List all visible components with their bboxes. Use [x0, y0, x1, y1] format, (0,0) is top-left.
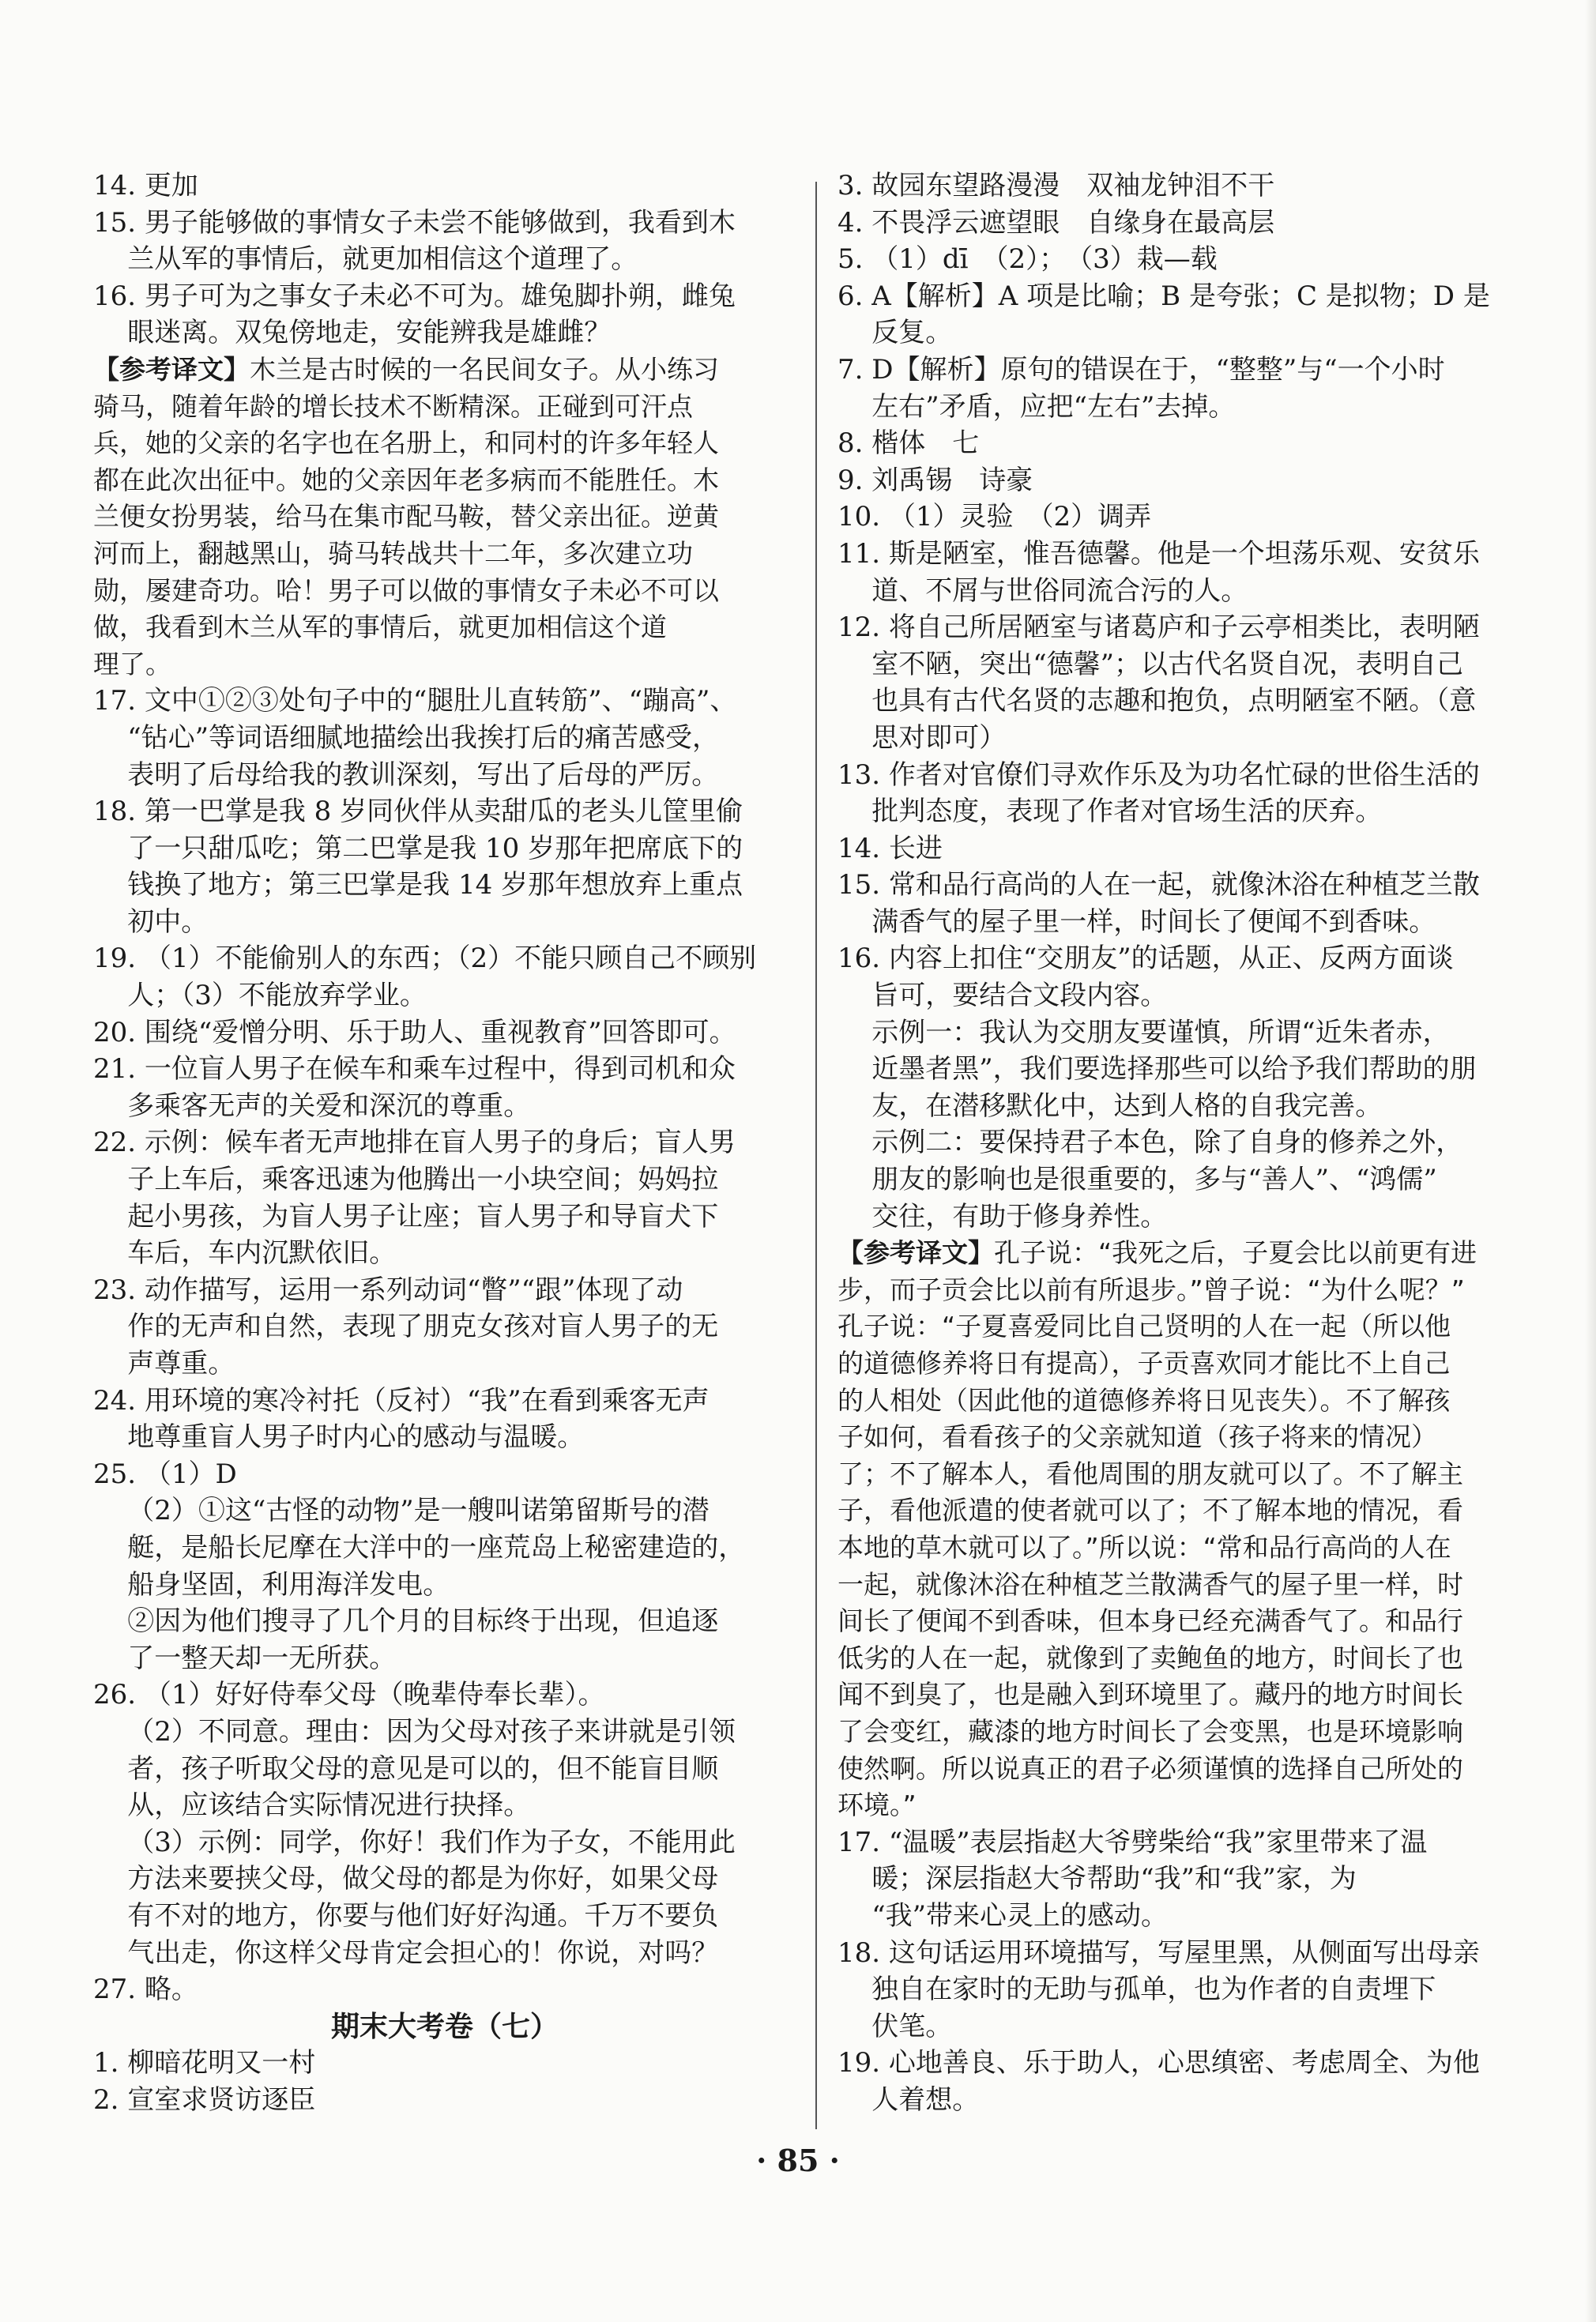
answer-line	[93, 389, 796, 426]
line-text: 从，应该结合实际情况进行抉择。	[93, 1789, 531, 1822]
line-text: 21. 一位盲人男子在候车和乘车过程中，得到司机和众	[93, 1053, 736, 1086]
answer-line	[93, 1088, 796, 1125]
line-text: 近墨者黑”，我们要选择那些可以给予我们帮助的朋	[838, 1053, 1477, 1086]
line-text: 骑马，随着年龄的增长技术不断精深。正碰到可汗点	[93, 390, 693, 422]
answer-line	[93, 536, 796, 573]
line-text: 河而上，翻越黑山，骑马转战共十二年，多次建立功	[93, 537, 693, 569]
answer-line	[838, 940, 1537, 977]
answer-line	[93, 2045, 796, 2082]
answer-line	[93, 1345, 796, 1383]
line-text: 1. 柳暗花明又一村	[93, 2047, 316, 2079]
answer-line	[93, 1567, 796, 1604]
line-text: 旨可，要结合文段内容。	[838, 980, 1168, 1012]
answer-line	[93, 1308, 796, 1345]
answer-line	[838, 462, 1537, 499]
answer-line	[838, 499, 1537, 536]
answer-line	[838, 1787, 1537, 1824]
answer-line	[93, 314, 796, 352]
line-text: 兰从军的事情后，就更加相信这个道理了。	[93, 243, 638, 276]
answer-line	[838, 793, 1537, 830]
line-text: 也具有古代名贤的志趣和抱负，点明陋室不陋。（意	[838, 685, 1477, 717]
line-text: 思对即可）	[838, 721, 1007, 754]
section-heading	[93, 2008, 796, 2045]
answer-line	[93, 904, 796, 941]
answer-line	[838, 904, 1537, 941]
line-text: 多乘客无声的关爱和深沉的尊重。	[93, 1089, 531, 1122]
line-text: 6. A【解析】A 项是比喻；B 是夸张；C 是拟物；D 是	[838, 280, 1490, 312]
answer-line	[93, 2082, 796, 2119]
line-text: 7. D【解析】原句的错误在于，“整整”与“一个小时	[838, 353, 1445, 386]
answer-line	[93, 720, 796, 757]
answer-line	[838, 241, 1537, 278]
answer-line	[93, 867, 796, 904]
line-text: 了一只甜瓜吃；第二巴掌是我 10 岁那年把席底下的	[93, 832, 743, 864]
line-text: （3）示例：同学，你好！我们作为子女，不能用此	[93, 1826, 736, 1858]
line-text: 都在此次出征中。她的父亲因年老多病而不能胜任。木	[93, 464, 719, 495]
answer-line	[838, 1935, 1537, 1972]
left-column	[93, 167, 796, 2118]
line-text: 人；（3）不能放弃学业。	[93, 980, 427, 1012]
line-text: 批判态度，表现了作者对官场生活的厌弃。	[838, 796, 1383, 828]
answer-line	[838, 536, 1537, 573]
answer-line	[93, 1383, 796, 1420]
line-text: 木兰是古时候的一名民间女子。从小练习	[250, 353, 719, 385]
answer-line	[93, 278, 796, 315]
answer-line	[93, 1861, 796, 1898]
answer-line	[838, 1014, 1537, 1052]
line-text: “钻心”等词语细腻地描绘出我挨打后的痛苦感受，	[93, 721, 719, 754]
line-text: 16. 内容上扣住“交朋友”的话题，从正、反两方面谈	[838, 943, 1454, 975]
line-text: 人着想。	[838, 2083, 980, 2116]
answer-line	[93, 1161, 796, 1199]
answer-line	[838, 683, 1537, 720]
answer-line	[93, 1530, 796, 1567]
line-text: 的道德修养将日有提高），子贡喜欢同才能比不上自己	[838, 1348, 1451, 1379]
line-text: 闻不到臭了，也是融入到环境里了。藏丹的地方时间长	[838, 1679, 1463, 1710]
answer-line	[838, 573, 1537, 610]
answer-line	[93, 1824, 796, 1861]
answer-line	[838, 352, 1537, 389]
answer-line	[838, 1383, 1537, 1420]
answer-line	[93, 425, 796, 462]
line-text: （2）不同意。理由：因为父母对孩子来讲就是引领	[93, 1715, 736, 1748]
answer-line	[93, 940, 796, 977]
line-text: 3. 故园东望路漫漫 双袖龙钟泪不干	[838, 170, 1275, 201]
line-text: 12. 将自己所居陋室与诸葛庐和子云亭相类比，表明陋	[838, 612, 1480, 644]
line-text: 孔子说：“我死之后，子夏会比以前更有进	[994, 1237, 1477, 1269]
line-text: 船身坚固，利用海洋发电。	[93, 1568, 450, 1601]
answer-line	[838, 2082, 1537, 2119]
answer-line	[93, 1787, 796, 1824]
line-text: 兵，她的父亲的名字也在名册上，和同村的许多年轻人	[93, 427, 719, 459]
answer-line	[838, 205, 1537, 242]
answer-line	[838, 2008, 1537, 2045]
answer-line	[93, 1898, 796, 1935]
answer-line	[93, 241, 796, 278]
answer-line	[838, 1603, 1537, 1640]
answer-line	[93, 793, 796, 830]
line-text: 反复。	[838, 317, 953, 349]
answer-line	[93, 1935, 796, 1972]
answer-line	[93, 1199, 796, 1236]
answer-line	[93, 205, 796, 242]
answer-line	[93, 1751, 796, 1788]
line-text: 17. 文中①②③处句子中的“腿肚儿直转筋”、“蹦高”、	[93, 685, 737, 717]
answer-line	[93, 609, 796, 646]
column-divider	[815, 182, 817, 2129]
line-text: 左右”矛盾，应把“左右”去掉。	[838, 390, 1236, 423]
page-edge-shadow	[1585, 0, 1596, 2322]
answer-line	[838, 1308, 1537, 1345]
line-text: 了会变红，藏漆的地方时间长了会变黑，也是环境影响	[838, 1715, 1463, 1747]
answer-line	[93, 1492, 796, 1530]
answer-line	[93, 830, 796, 867]
line-text: 22. 示例：候车者无声地排在盲人男子的身后；盲人男	[93, 1127, 736, 1159]
line-text: 钱换了地方；第三巴掌是我 14 岁那年想放弃上重点	[93, 869, 743, 901]
line-text: 26. （1）好好侍奉父母（晚辈侍奉长辈）。	[93, 1679, 605, 1711]
line-text: 27. 略。	[93, 1974, 198, 2006]
reference-translation-tag: 【参考译文】	[93, 353, 250, 385]
line-text: 18. 这句话运用环境描写，写屋里黑，从侧面写出母亲	[838, 1936, 1480, 1969]
line-text: 2. 宣室求贤访逐臣	[93, 2083, 316, 2116]
answer-line	[838, 1456, 1537, 1493]
translation-heading-line	[93, 352, 796, 389]
line-text: 作的无声和自然，表现了朋克女孩对盲人男子的无	[93, 1311, 719, 1343]
answer-line	[838, 1861, 1537, 1898]
line-text: 暖；深层指赵大爷帮助“我”和“我”家，为	[838, 1863, 1357, 1895]
line-text: “我”带来心灵上的感动。	[838, 1899, 1168, 1932]
line-text: 19. 心地善良、乐于助人，心思缜密、考虑周全、为他	[838, 2047, 1480, 2079]
line-text: 子如何，看看孩子的父亲就知道（孩子将来的情况）	[838, 1421, 1437, 1453]
answer-line	[93, 1051, 796, 1088]
line-text: 做，我看到木兰从军的事情后，就更加相信这个道	[93, 612, 667, 643]
right-column	[838, 167, 1537, 2118]
answer-line	[93, 499, 796, 536]
line-text: 满香气的屋子里一样，时间长了便闻不到香味。	[838, 905, 1436, 938]
line-text: 子上车后，乘客迅速为他腾出一小块空间；妈妈拉	[93, 1164, 719, 1196]
reference-translation-tag: 【参考译文】	[838, 1237, 994, 1269]
line-text: 了一整天却一无所获。	[93, 1642, 397, 1674]
answer-line	[838, 1714, 1537, 1751]
line-text: 兰便女扮男装，给马在集市配马鞍，替父亲出征。逆黄	[93, 501, 719, 533]
answer-line	[838, 1124, 1537, 1161]
line-text: 步，而子贡会比以前有所退步。”曾子说：“为什么呢？”	[838, 1274, 1465, 1305]
line-text: 友，在潜移默化中，达到人格的自我完善。	[838, 1089, 1383, 1122]
answer-line	[838, 1492, 1537, 1530]
answer-line	[838, 1530, 1537, 1567]
line-text: 10. （1）灵验 （2）调弄	[838, 501, 1152, 533]
answer-line	[838, 389, 1537, 426]
line-text: 低劣的人在一起，就像到了卖鲍鱼的地方，时间长了也	[838, 1642, 1463, 1673]
line-text: 19. （1）不能偷别人的东西；（2）不能只顾自己不顾别	[93, 943, 757, 975]
line-text: 地尊重盲人男子时内心的感动与温暖。	[93, 1421, 585, 1454]
line-text: 室不陋，突出“德馨”；以古代名贤自况，表明自己	[838, 648, 1463, 680]
answer-line	[93, 1714, 796, 1751]
answer-line	[838, 278, 1537, 315]
answer-line	[93, 1971, 796, 2008]
answer-line	[93, 646, 796, 683]
line-text: 15. 男子能够做的事情女子未尝不能够做到，我看到木	[93, 206, 736, 239]
line-text: 13. 作者对官僚们寻欢作乐及为功名忙碌的世俗生活的	[838, 758, 1480, 791]
line-text: 理了。	[93, 648, 171, 679]
answer-line	[838, 609, 1537, 646]
line-text: 8. 楷体 七	[838, 427, 980, 460]
line-text: 勋，屡建奇功。哈！男子可以做的事情女子未必不可以	[93, 574, 719, 606]
line-text: 表明了后母给我的教训深刻，写出了后母的严厉。	[93, 758, 719, 791]
line-text: 独自在家时的无助与孤单，也为作者的自责埋下	[838, 1974, 1436, 2006]
answer-line	[838, 977, 1537, 1014]
line-text: 气出走，你这样父母肯定会担心的！你说，对吗？	[93, 1936, 719, 1969]
answer-line	[838, 1824, 1537, 1861]
answer-line	[838, 867, 1537, 904]
line-text: 11. 斯是陋室，惟吾德馨。他是一个坦荡乐观、安贫乐	[838, 537, 1480, 570]
line-text: 间长了便闻不到香味，但本身已经充满香气了。和品行	[838, 1605, 1463, 1637]
line-text: 9. 刘禹锡 诗豪	[838, 464, 1033, 496]
answer-line	[93, 462, 796, 499]
line-text: 15. 常和品行高尚的人在一起，就像沐浴在种植芝兰散	[838, 869, 1480, 901]
answer-line	[838, 314, 1537, 352]
line-text: 子，看他派遣的使者就可以了；不了解本地的情况，看	[838, 1495, 1463, 1526]
line-text: 14. 长进	[838, 832, 943, 864]
line-text: 艇，是船长尼摩在大洋中的一座荒岛上秘密建造的，	[93, 1531, 746, 1564]
answer-line	[93, 1014, 796, 1052]
page-number: · 85 ·	[756, 2143, 840, 2178]
line-text: 初中。	[93, 905, 209, 938]
line-text: 20. 围绕“爱憎分明、乐于助人、重视教育”回答即可。	[93, 1016, 736, 1048]
line-text: 车后，车内沉默依旧。	[93, 1237, 397, 1270]
answer-line	[838, 720, 1537, 757]
line-text: 有不对的地方，你要与他们好好沟通。千万不要负	[93, 1899, 719, 1932]
line-text: 者，孩子听取父母的意见是可以的，但不能盲目顺	[93, 1752, 719, 1785]
answer-line	[838, 830, 1537, 867]
line-text: 朋友的影响也是很重要的，多与“善人”、“鸿儒”	[838, 1164, 1437, 1196]
line-text: 交往，有助于修身养性。	[838, 1200, 1168, 1233]
line-text: ②因为他们搜寻了几个月的目标终于出现，但追逐	[93, 1605, 719, 1638]
line-text: 起小男孩，为盲人男子让座；盲人男子和导盲犬下	[93, 1200, 719, 1233]
answer-line	[93, 1419, 796, 1456]
line-text: 的人相处（因此他的道德修养将日见丧失）。不了解孩	[838, 1384, 1451, 1416]
line-text: 声尊重。	[93, 1348, 235, 1379]
line-text: 了；不了解本人，看他周围的朋友就可以了。不了解主	[838, 1458, 1463, 1489]
answer-line	[93, 1456, 796, 1493]
answer-line	[93, 1235, 796, 1272]
answer-line	[838, 1567, 1537, 1604]
answer-line	[838, 1640, 1537, 1677]
answer-line	[838, 1272, 1537, 1309]
answer-line	[838, 1898, 1537, 1935]
line-text: 23. 动作描写，运用一系列动词“瞥”“跟”体现了动	[93, 1274, 683, 1306]
line-text: 期末大考卷（七）	[330, 2009, 559, 2043]
answer-line	[838, 1161, 1537, 1199]
answer-line	[93, 1640, 796, 1677]
line-text: 使然啊。所以说真正的君子必须谨慎的选择自己所处的	[838, 1752, 1463, 1784]
line-text: 本地的草木就可以了。”所以说：“常和品行高尚的人在	[838, 1531, 1451, 1563]
line-text: 示例二：要保持君子本色，除了自身的修养之外，	[838, 1127, 1463, 1159]
answer-line	[838, 757, 1537, 794]
answer-line	[838, 1345, 1537, 1383]
line-text: 18. 第一巴掌是我 8 岁同伙伴从卖甜瓜的老头儿筐里偷	[93, 796, 743, 828]
answer-line	[93, 1124, 796, 1161]
answer-line	[838, 1199, 1537, 1236]
answer-line	[838, 425, 1537, 462]
line-text: 5. （1）dī （2）； （3）栽—载	[838, 243, 1218, 276]
line-text: 25. （1）D	[93, 1458, 237, 1490]
line-text: 伏笔。	[838, 2010, 953, 2042]
line-text: 眼迷离。双兔傍地走，安能辨我是雄雌？	[93, 317, 612, 349]
answer-line	[838, 1088, 1537, 1125]
line-text: 孔子说：“子夏喜爱同比自己贤明的人在一起（所以他	[838, 1311, 1451, 1342]
answer-line	[838, 1051, 1537, 1088]
answer-line	[838, 2045, 1537, 2082]
line-text: 环境。”	[838, 1789, 917, 1821]
answer-line	[93, 573, 796, 610]
line-text: 16. 男子可为之事女子未必不可为。雄兔脚扑朔，雌兔	[93, 280, 736, 312]
answer-line	[93, 1677, 796, 1714]
answer-line	[838, 1419, 1537, 1456]
translation-heading-line	[838, 1235, 1537, 1272]
answer-line	[93, 167, 796, 205]
answer-line	[838, 1677, 1537, 1714]
line-text: 示例一：我认为交朋友要谨慎，所谓“近朱者赤，	[838, 1016, 1450, 1048]
answer-line	[93, 1272, 796, 1309]
answer-line	[93, 977, 796, 1014]
line-text: 24. 用环境的寒冷衬托（反衬）“我”在看到乘客无声	[93, 1384, 710, 1417]
line-text: 方法来要挟父母，做父母的都是为你好，如果父母	[93, 1863, 719, 1895]
answer-line	[838, 1751, 1537, 1788]
answer-line	[838, 1971, 1537, 2008]
answer-line	[93, 683, 796, 720]
line-text: （2）①这“古怪的动物”是一艘叫诺第留斯号的潜	[93, 1495, 710, 1527]
answer-line	[838, 646, 1537, 683]
line-text: 一起，就像沐浴在种植芝兰散满香气的屋子里一样，时	[838, 1568, 1463, 1600]
line-text: 道、不屑与世俗同流合污的人。	[838, 574, 1248, 607]
line-text: 4. 不畏浮云遮望眼 自缘身在最高层	[838, 206, 1275, 239]
answer-line	[93, 757, 796, 794]
line-text: 17. “温暖”表层指赵大爷劈柴给“我”家里带来了温	[838, 1826, 1428, 1858]
answer-line	[838, 167, 1537, 205]
answer-line	[93, 1603, 796, 1640]
line-text: 14. 更加	[93, 170, 198, 201]
